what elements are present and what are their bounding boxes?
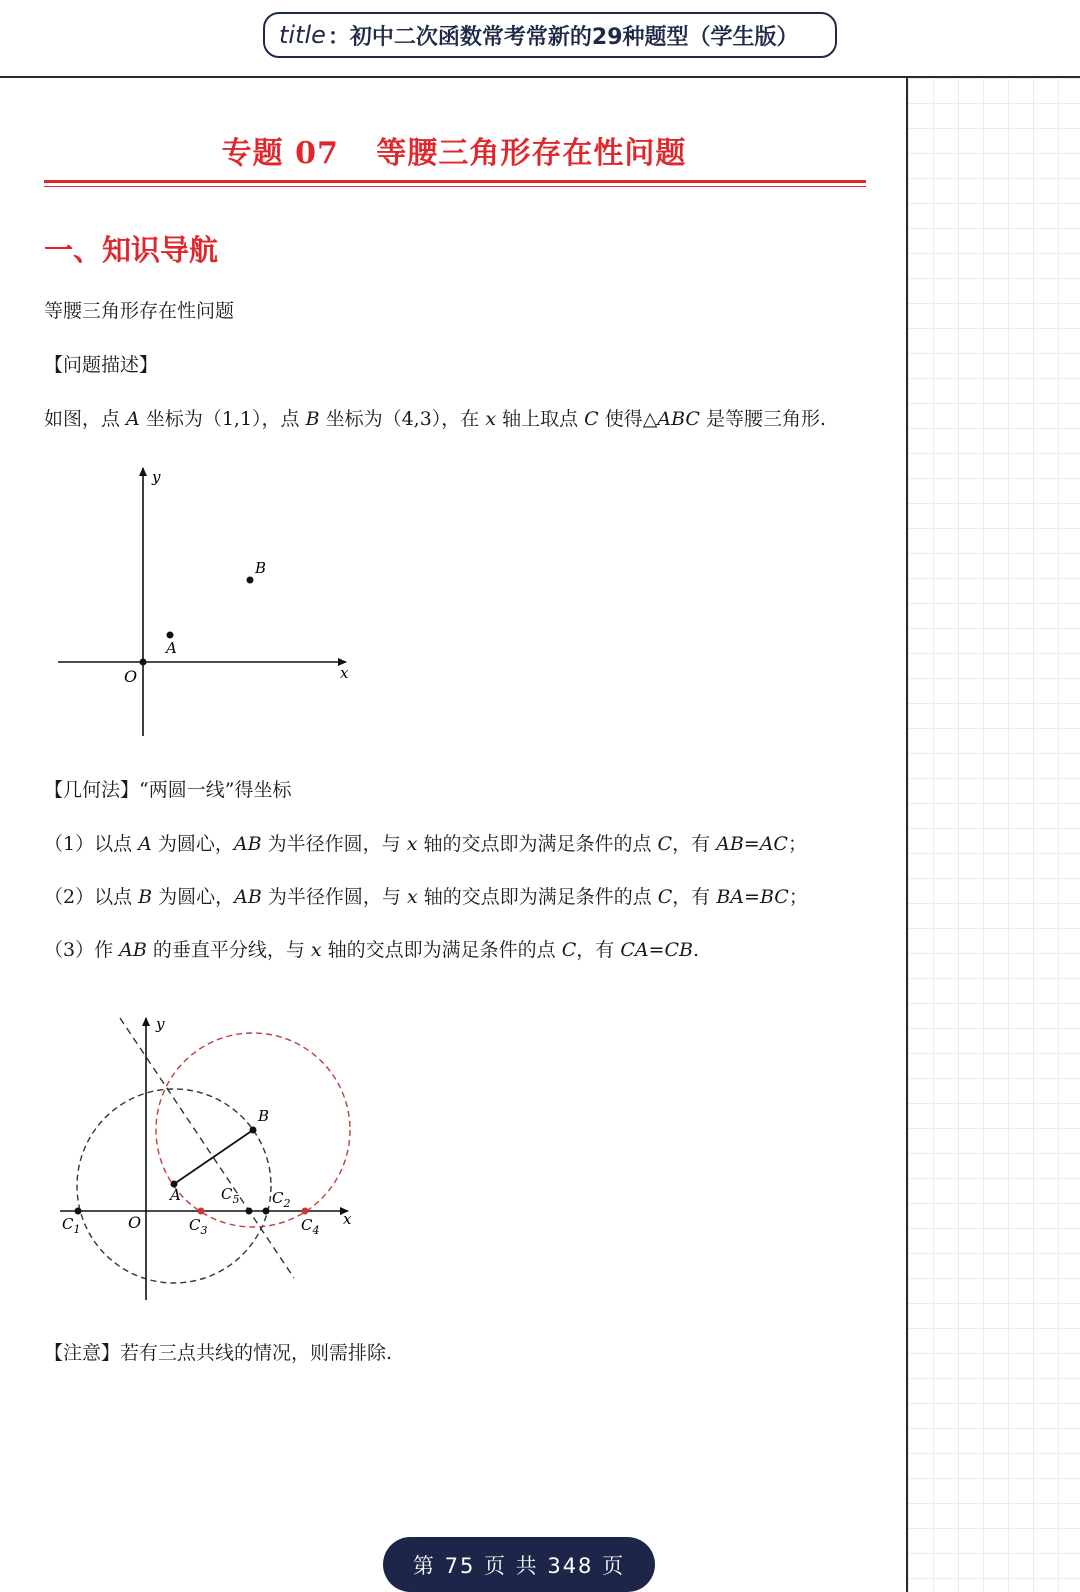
c3-label: $C_3$ bbox=[189, 1216, 208, 1237]
step-2: （2）以点 B 为圆心，AB 为半径作圆，与 x 轴的交点即为满足条件的点 C，有 BA=BC； bbox=[44, 886, 808, 908]
chapter-label: 专题 bbox=[221, 136, 284, 171]
point-c2 bbox=[263, 1208, 270, 1215]
note-text: 若有三点共线的情况，则需排除. bbox=[120, 1342, 393, 1364]
x-axis-label: x bbox=[340, 664, 349, 682]
origin-label: O bbox=[124, 667, 138, 686]
x-axis-label: x bbox=[343, 1210, 352, 1228]
c4-label: $C_4$ bbox=[301, 1216, 320, 1237]
c1-label: $C_1$ bbox=[62, 1215, 81, 1236]
chapter-number: 07 bbox=[295, 136, 339, 171]
b-label: B bbox=[255, 559, 267, 577]
coordinate-figure-2 bbox=[50, 1010, 370, 1310]
point-c1 bbox=[75, 1208, 82, 1215]
segment-ab bbox=[174, 1130, 253, 1184]
point-b bbox=[250, 1127, 257, 1134]
title-underline-thick bbox=[44, 180, 866, 183]
grid-notes-panel bbox=[906, 78, 1080, 1592]
problem-statement: 如图，点 A 坐标为（1,1），点 B 坐标为（4,3），在 x 轴上取点 C 使得△ABC 是等腰三角形. bbox=[44, 408, 827, 430]
c2-label: $C_2$ bbox=[272, 1189, 291, 1210]
a-label: A bbox=[166, 639, 177, 657]
problem-tag: 【问题描述】 bbox=[44, 354, 159, 376]
section-heading: 一、知识导航 bbox=[44, 233, 219, 267]
y-axis-label: y bbox=[156, 1015, 165, 1033]
origin-label: O bbox=[128, 1213, 142, 1232]
document-title-banner bbox=[263, 12, 837, 58]
origin-point bbox=[140, 659, 147, 666]
method-line bbox=[44, 775, 291, 802]
point-c4 bbox=[302, 1208, 309, 1215]
note-line bbox=[44, 1338, 392, 1365]
c5-label: $C_5$ bbox=[221, 1185, 240, 1206]
point-b bbox=[247, 577, 254, 584]
method-tag: 【几何法】 bbox=[44, 779, 140, 801]
topic-line: 等腰三角形存在性问题 bbox=[44, 300, 235, 322]
title-underline-thin bbox=[44, 186, 866, 187]
point-c3 bbox=[198, 1208, 205, 1215]
point-a bbox=[167, 632, 174, 639]
note-tag: 【注意】 bbox=[44, 1342, 121, 1364]
title-text: ：初中二次函数常考常新的29种题型（学生版） bbox=[327, 24, 799, 50]
b-label: B bbox=[258, 1107, 270, 1125]
step-1: （1）以点 A 为圆心，AB 为半径作圆，与 x 轴的交点即为满足条件的点 C，有 AB=AC； bbox=[44, 833, 807, 855]
y-axis-label: y bbox=[152, 468, 161, 486]
title-key: title bbox=[279, 21, 326, 49]
chapter-name: 等腰三角形存在性问题 bbox=[376, 136, 687, 171]
step-3: （3）作 AB 的垂直平分线，与 x 轴的交点即为满足条件的点 C，有 CA=CB. bbox=[44, 939, 700, 961]
chapter-title bbox=[44, 128, 864, 172]
a-label: A bbox=[170, 1186, 181, 1204]
method-text: “两圆一线”得坐标 bbox=[139, 779, 292, 801]
coordinate-figure-1 bbox=[50, 460, 370, 750]
page-indicator: 第 75 页 共 348 页 bbox=[383, 1537, 655, 1592]
point-c5 bbox=[246, 1208, 253, 1215]
